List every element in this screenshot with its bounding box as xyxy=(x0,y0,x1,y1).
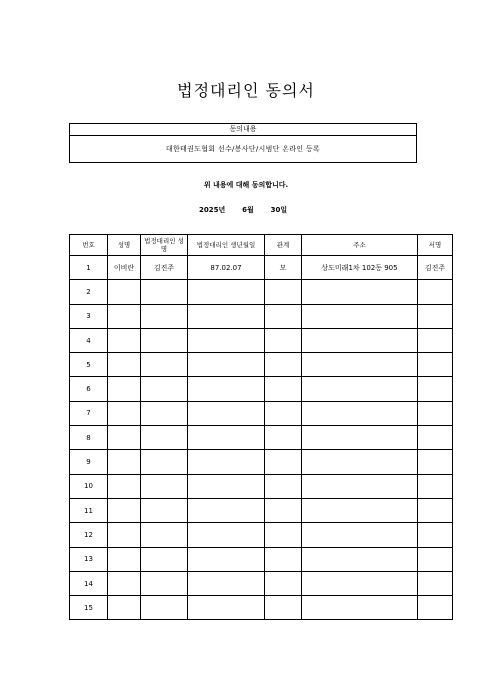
cell-address xyxy=(302,571,418,595)
cell-signature xyxy=(418,547,453,571)
cell-address xyxy=(302,353,418,377)
cell-name xyxy=(108,523,141,547)
header-name: 성명 xyxy=(108,235,141,256)
cell-guardian-name xyxy=(141,328,188,352)
cell-guardian-name xyxy=(141,450,188,474)
cell-number: 3 xyxy=(70,304,108,328)
cell-address xyxy=(302,401,418,425)
cell-guardian-birthdate xyxy=(188,304,265,328)
cell-address xyxy=(302,328,418,352)
cell-guardian-birthdate xyxy=(188,426,265,450)
table-header-row xyxy=(70,235,453,256)
cell-guardian-birthdate xyxy=(188,377,265,401)
table-row xyxy=(70,498,453,522)
cell-guardian-name xyxy=(141,547,188,571)
cell-name xyxy=(108,450,141,474)
cell-guardian-birthdate xyxy=(188,523,265,547)
cell-address xyxy=(302,426,418,450)
table-row xyxy=(70,450,453,474)
header-number: 번호 xyxy=(70,235,108,256)
cell-number: 12 xyxy=(70,523,108,547)
header-signature: 서명 xyxy=(418,235,453,256)
cell-name xyxy=(108,426,141,450)
cell-number: 15 xyxy=(70,596,108,620)
cell-guardian-birthdate xyxy=(188,353,265,377)
header-guardian-birthdate: 법정대리인 생년월일 xyxy=(188,235,265,256)
cell-relation xyxy=(265,547,302,571)
cell-guardian-name xyxy=(141,377,188,401)
cell-name xyxy=(108,353,141,377)
cell-guardian-birthdate xyxy=(188,401,265,425)
date-month: 6월 xyxy=(242,206,254,214)
cell-guardian-birthdate xyxy=(188,474,265,498)
cell-relation xyxy=(265,377,302,401)
cell-address xyxy=(302,547,418,571)
cell-name xyxy=(108,304,141,328)
cell-guardian-name xyxy=(141,571,188,595)
date-line xyxy=(199,205,287,215)
cell-number: 8 xyxy=(70,426,108,450)
table-row xyxy=(70,596,453,620)
cell-relation xyxy=(265,450,302,474)
cell-number: 5 xyxy=(70,353,108,377)
table-row xyxy=(70,571,453,595)
header-relation: 관계 xyxy=(265,235,302,256)
header-address: 주소 xyxy=(302,235,418,256)
consent-box xyxy=(69,123,417,163)
cell-relation xyxy=(265,474,302,498)
cell-guardian-name: 김진주 xyxy=(141,256,188,280)
cell-relation xyxy=(265,571,302,595)
cell-signature xyxy=(418,450,453,474)
cell-address xyxy=(302,377,418,401)
cell-guardian-birthdate: 87.02.07 xyxy=(188,256,265,280)
cell-name xyxy=(108,280,141,304)
table-row xyxy=(70,401,453,425)
cell-signature xyxy=(418,304,453,328)
guardian-table xyxy=(69,234,453,620)
cell-name: 이비란 xyxy=(108,256,141,280)
cell-address xyxy=(302,498,418,522)
cell-number: 4 xyxy=(70,328,108,352)
table-row xyxy=(70,280,453,304)
cell-signature: 김진주 xyxy=(418,256,453,280)
cell-address xyxy=(302,304,418,328)
cell-address xyxy=(302,280,418,304)
table-row xyxy=(70,304,453,328)
cell-name xyxy=(108,328,141,352)
cell-name xyxy=(108,401,141,425)
cell-signature xyxy=(418,498,453,522)
cell-relation: 모 xyxy=(265,256,302,280)
cell-signature xyxy=(418,328,453,352)
cell-signature xyxy=(418,571,453,595)
header-guardian-name: 법정대리인 성명 xyxy=(141,235,188,256)
cell-signature xyxy=(418,377,453,401)
document-title: 법정대리인 동의서 xyxy=(177,81,315,100)
table-row xyxy=(70,547,453,571)
cell-name xyxy=(108,571,141,595)
cell-signature xyxy=(418,474,453,498)
cell-guardian-birthdate xyxy=(188,450,265,474)
cell-number: 6 xyxy=(70,377,108,401)
cell-address xyxy=(302,450,418,474)
cell-address xyxy=(302,596,418,620)
cell-name xyxy=(108,596,141,620)
table-row xyxy=(70,523,453,547)
table-row xyxy=(70,328,453,352)
table-row xyxy=(70,377,453,401)
cell-relation xyxy=(265,426,302,450)
date-day: 30일 xyxy=(270,206,288,214)
cell-guardian-birthdate xyxy=(188,547,265,571)
cell-number: 11 xyxy=(70,498,108,522)
cell-relation xyxy=(265,328,302,352)
cell-guardian-birthdate xyxy=(188,280,265,304)
date-year: 2025년 xyxy=(199,206,226,214)
cell-name xyxy=(108,547,141,571)
cell-number: 7 xyxy=(70,401,108,425)
cell-name xyxy=(108,377,141,401)
cell-guardian-name xyxy=(141,401,188,425)
cell-guardian-birthdate xyxy=(188,571,265,595)
cell-number: 9 xyxy=(70,450,108,474)
cell-guardian-name xyxy=(141,426,188,450)
cell-guardian-name xyxy=(141,498,188,522)
table-body xyxy=(70,256,453,620)
cell-address xyxy=(302,523,418,547)
cell-relation xyxy=(265,596,302,620)
cell-address xyxy=(302,474,418,498)
cell-guardian-name xyxy=(141,353,188,377)
cell-name xyxy=(108,474,141,498)
consent-text: 대한태권도협회 선수/봉사단/시범단 온라인 등록 xyxy=(165,145,321,153)
cell-signature xyxy=(418,353,453,377)
cell-guardian-birthdate xyxy=(188,328,265,352)
cell-address: 상도미래1차 102동 905 xyxy=(302,256,418,280)
cell-number: 1 xyxy=(70,256,108,280)
consent-heading: 동의내용 xyxy=(70,124,416,136)
cell-relation xyxy=(265,401,302,425)
cell-number: 2 xyxy=(70,280,108,304)
cell-relation xyxy=(265,280,302,304)
cell-relation xyxy=(265,353,302,377)
cell-guardian-name xyxy=(141,523,188,547)
table-row xyxy=(70,256,453,280)
table-row xyxy=(70,353,453,377)
cell-relation xyxy=(265,304,302,328)
cell-signature xyxy=(418,280,453,304)
cell-relation xyxy=(265,498,302,522)
cell-signature xyxy=(418,523,453,547)
cell-signature xyxy=(418,596,453,620)
cell-number: 13 xyxy=(70,547,108,571)
cell-relation xyxy=(265,523,302,547)
cell-name xyxy=(108,498,141,522)
cell-guardian-birthdate xyxy=(188,596,265,620)
table-row xyxy=(70,426,453,450)
cell-guardian-birthdate xyxy=(188,498,265,522)
cell-guardian-name xyxy=(141,280,188,304)
cell-signature xyxy=(418,426,453,450)
cell-number: 14 xyxy=(70,571,108,595)
cell-number: 10 xyxy=(70,474,108,498)
cell-guardian-name xyxy=(141,304,188,328)
agreement-statement: 위 내용에 대해 동의합니다. xyxy=(203,181,289,189)
cell-signature xyxy=(418,401,453,425)
table-row xyxy=(70,474,453,498)
cell-guardian-name xyxy=(141,596,188,620)
cell-guardian-name xyxy=(141,474,188,498)
